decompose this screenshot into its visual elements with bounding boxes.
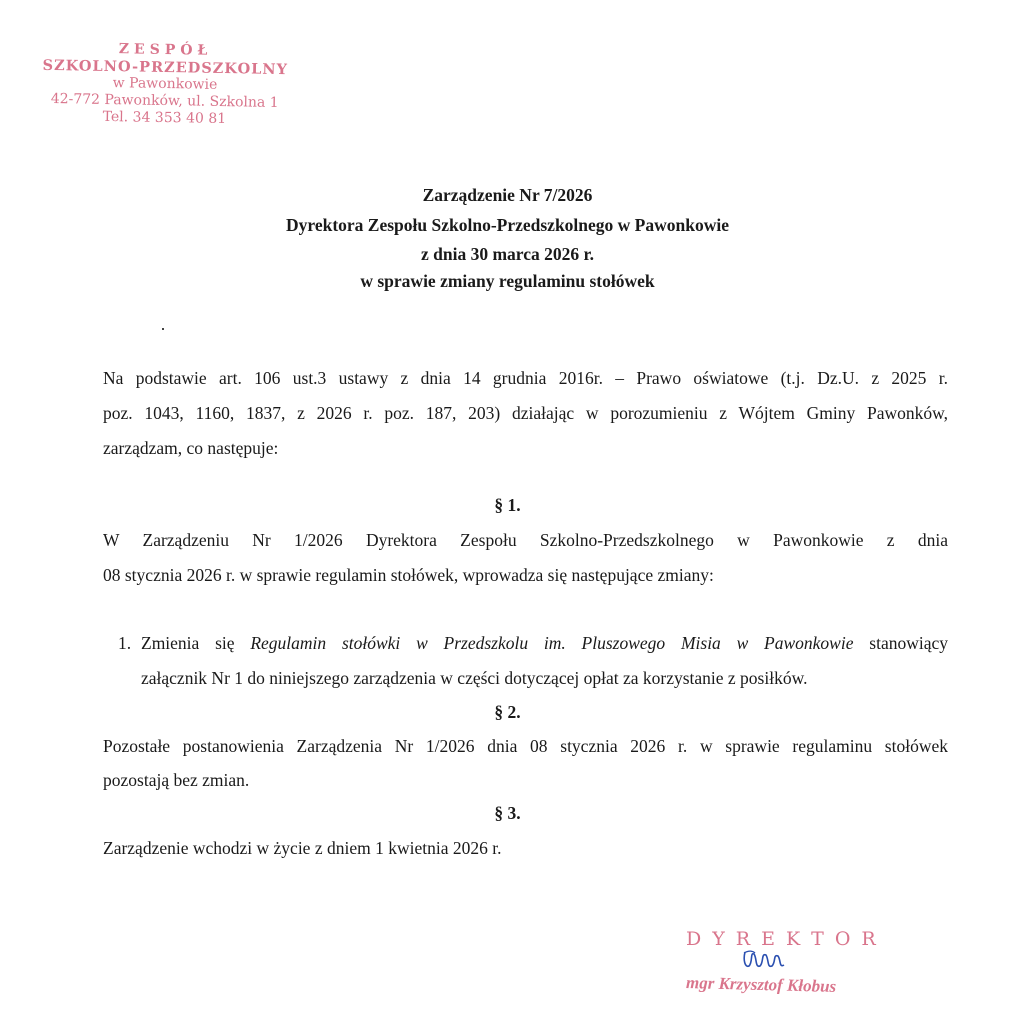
document-issuer: Dyrektora Zespołu Szkolno-Przedszkolnego w Pawonkowie <box>285 215 729 235</box>
document-title: Zarządzenie Nr 7/2026 <box>422 185 593 205</box>
section-heading-2: § 2. <box>494 702 521 722</box>
preamble-line: poz. 1043, 1160, 1837, z 2026 r. poz. 187, 203) działając w porozumieniu z Wójtem Gminy Pawonków, <box>103 403 948 423</box>
director-stamp-title: DYREKTOR <box>686 928 887 950</box>
stamp-line: Tel. 34 353 40 81 <box>102 108 227 128</box>
handwritten-signature-icon <box>741 948 787 972</box>
section-heading-1: § 1. <box>494 495 521 515</box>
director-name: mgr Krzysztof Kłobus <box>685 973 837 996</box>
section-2-line: Pozostałe postanowienia Zarządzenia Nr 1/2026 dnia 08 stycznia 2026 r. w sprawie regulaminu stołówek <box>103 736 948 756</box>
preamble-line: zarządzam, co następuje: <box>103 438 279 458</box>
stamp-line: SZKOLNO-PRZEDSZKOLNY <box>42 56 289 79</box>
section-3-line: Zarządzenie wchodzi w życie z dniem 1 kwietnia 2026 r. <box>103 838 502 858</box>
list-item-line <box>141 633 948 653</box>
stamp-line: w Pawonkowie <box>112 75 218 93</box>
list-item-text: stanowiący <box>869 633 949 653</box>
preamble-line: Na podstawie art. 106 ust.3 ustawy z dnia 14 grudnia 2016r. – Prawo oświatowe (t.j. Dz.U. z 2025 r. <box>103 368 948 388</box>
document-date: z dnia 30 marca 2026 r. <box>420 244 595 264</box>
scan-speck <box>162 328 164 330</box>
stamp-line: ZESPÓŁ <box>118 41 213 59</box>
section-1-line: W Zarządzeniu Nr 1/2026 Dyrektora Zespołu Szkolno-Przedszkolnego w Pawonkowie z dnia <box>103 530 948 550</box>
section-heading-3: § 3. <box>494 803 521 823</box>
stamp-line: 42-772 Pawonków, ul. Szkolna 1 <box>50 91 279 111</box>
section-1-line: 08 stycznia 2026 r. w sprawie regulamin stołówek, wprowadza się następujące zmiany: <box>103 565 714 585</box>
list-item-text: Zmienia się <box>141 633 235 653</box>
section-2-line: pozostają bez zmian. <box>103 770 250 790</box>
list-item-line: załącznik Nr 1 do niniejszego zarządzenia w części dotyczącej opłat za korzystanie z posiłków. <box>141 668 808 688</box>
document-subject: w sprawie zmiany regulaminu stołówek <box>360 271 655 291</box>
school-stamp <box>29 40 300 130</box>
regulation-name: Regulamin stołówki w Przedszkolu im. Pluszowego Misia w Pawonkowie <box>250 633 854 653</box>
list-item-number: 1. <box>118 633 132 653</box>
